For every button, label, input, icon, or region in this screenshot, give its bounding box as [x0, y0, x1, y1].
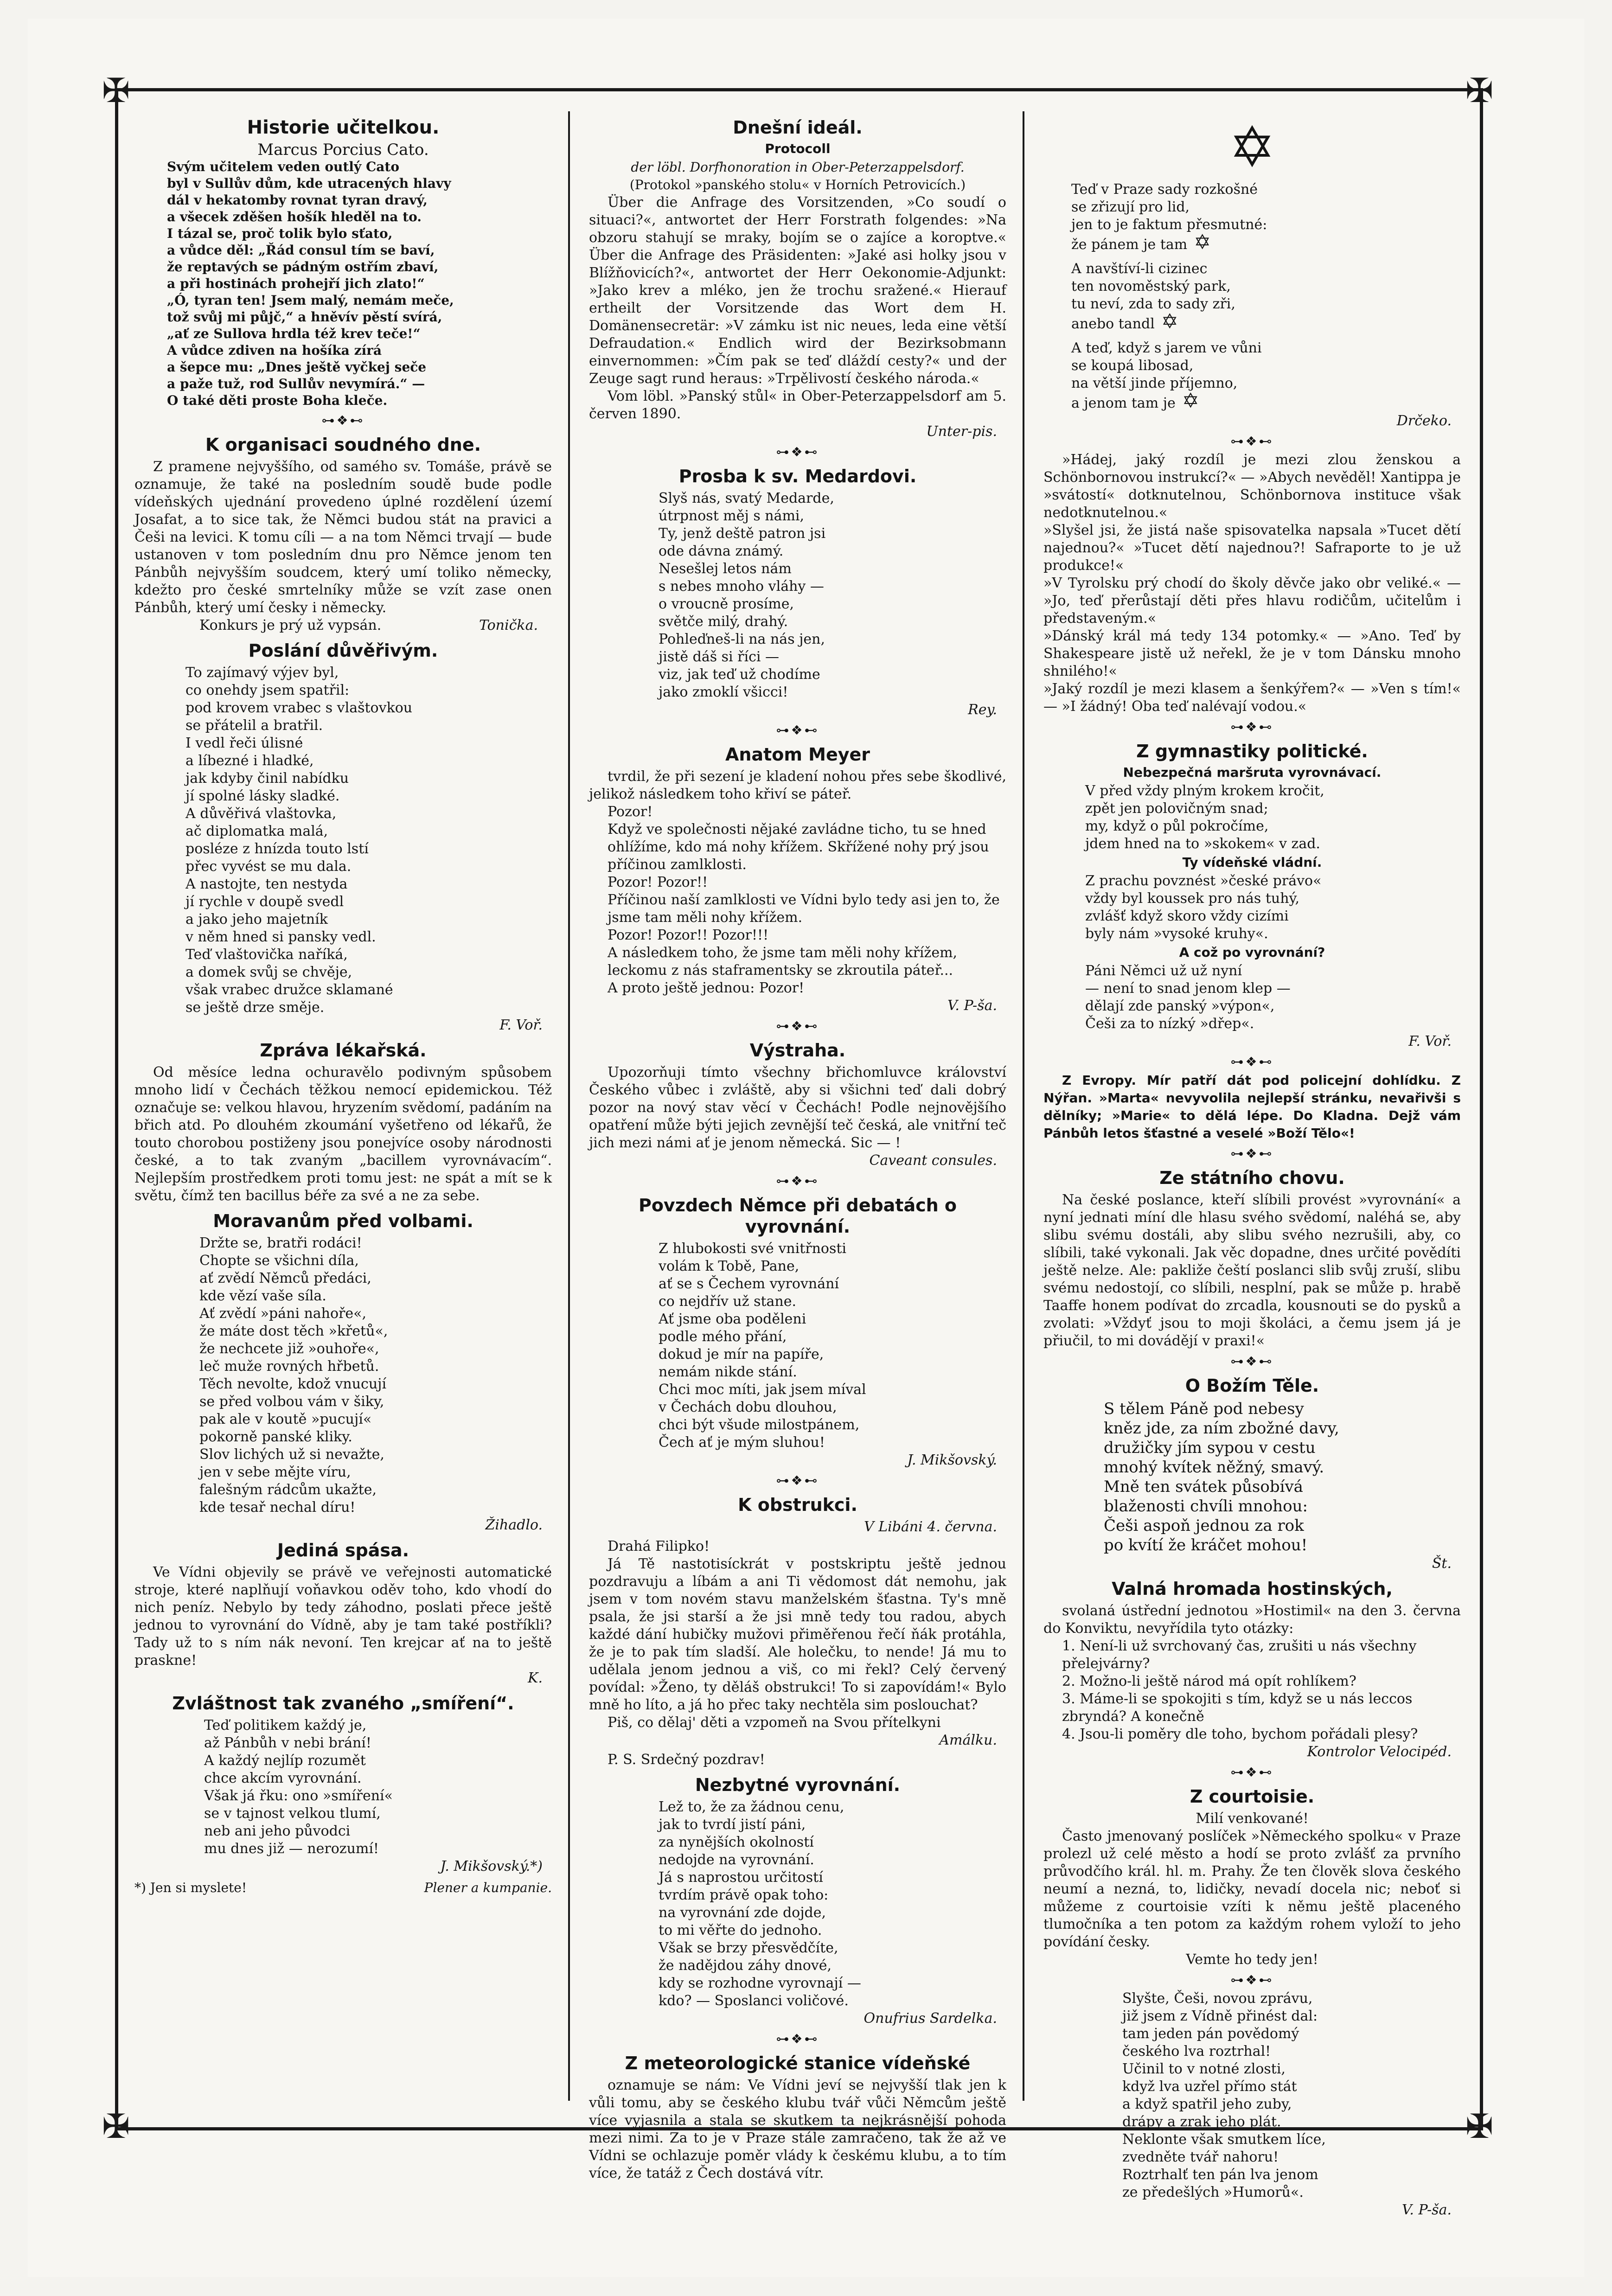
article-text: Od měsíce ledna ochuravělo podivným spůsobem mnoho lidí v Čechách těžkou nemocí epidemickou. Též označuje se: velkou hlavou, hryzením svědomí, padáním na břich atd. Po dlouhém zkoumání vyšetřeno od lékařů, že touto chorobou postiženy jsou ponejvíce osoby národnosti české, a to tak zvaným „bacillem vyrovnávacím“. Nejlepším prostředkem proti tomu jest: ne spát a mít se k světu, čímž ten bacillus béře za své a ne za sebe.	[134, 1064, 552, 1204]
article-text: Ve Vídni objevily se právě ve veřejnosti automatické stroje, které naplňují voňavkou oděv toho, kdo vhodí do nich peníz. Nebylo by tedy záhodno, poslati přece ještě jednou to vyrovnání do Vídně, aby je tam také postříkli? Tady už to s ním nák nevoní. Ten krejcar ať na to ještě praskne!	[134, 1564, 552, 1669]
signature: Tonička.	[479, 617, 538, 633]
section-divider: ⊶❖⊷	[776, 2031, 819, 2047]
poem: To zajímavý výjev byl, co onehdy jsem spatřil: pod krovem vrabec s vlaštovkou se přátelil a bratřil. I vedl řeči úlisné a líbezné i hladké, jak kdyby činil nabídku jí spolné lásky sladké. A důvěřivá vlaštovka, ač diplomatka malá, posléze z hnízda touto lstí přec vyvést se mu dala. A nastojte, ten nestyda jí rychle v doupě svedl a jako jeho majetník v něm hned si pansky vedl. Teď vlaštovička naříká, a domek svůj se chvěje, však vrabec družce sklamané se ještě drze směje.	[186, 665, 413, 1016]
article-place: V Libáni 4. června.	[864, 1519, 997, 1535]
poem: Slyš nás, svatý Medarde, útrpnost měj s námi, Ty, jenž deště patron jsi ode dávna známý. Nesešlej letos nám s nebes mnoho vláhy — o vroucně prosíme, světče milý, drahý. Pohleďneš-li na nás jen, jistě dáš si říci — viz, jak teď už chodíme jako zmoklí všicci!	[659, 490, 834, 700]
section-divider: ⊶❖⊷	[776, 1173, 819, 1189]
signature: K.	[528, 1670, 543, 1686]
article-subtitle: Nebezpečná maršruta vyrovnávací.	[1123, 765, 1382, 780]
corner-ornament: ✠	[1465, 71, 1494, 110]
article-title: Prosba k sv. Medardovi.	[678, 466, 917, 486]
article-text: Z pramene nejvyššího, od samého sv. Tomáše, právě se oznamuje, že také na posledním soudě bude podle vídeňských ujednání provedeno úplné rozdělení území Josafat, a to sice tak, že Němci budou stát na pravici a Češi na levici. K tomu cíli — a na tom Němci trvají — bude ustanoven v tom posledním dnu pro Němce jenom ten Pánbůh nejvyšším soudcem, který umí toliko německy, kdežto pro české smrtelníky může se vzít zase onen Pánbůh, který umí česky i německy.	[134, 459, 552, 616]
section-divider: ⊶❖⊷	[1230, 1354, 1274, 1369]
article-text: Konkurs je prý už vypsán.	[199, 617, 382, 633]
footnote-text: *) Jen si myslete!	[134, 1880, 247, 1895]
poem-stanza: Teď v Praze sady rozkošné se zřizují pro lid, jen to je faktum přesmutné: že pánem je tam	[1071, 181, 1267, 253]
article-text: Často jmenovaný poslíček »Německého spolku« v Praze prolezl už celé město a hodí se proto zvlášť za prvního průvodčího král. hl. m. Prahy. Že ten člověk slova českého neumí a nezná, to, lidičky, nevadí docela nic; neboť si můžeme z courtoisie vzíti k němu ještě placeného tlumočníka a ten potom za každým rohem vyloží to jeho povídání česky.	[1043, 1828, 1461, 1950]
poem: Slyšte, Češi, novou zprávu, již jsem z Vídně přinést dal: tam jeden pán povědomý českého lva roztrhal! Učinil to v notné zlosti, když lva uzřel přímo stát a když spatřil jeho zuby, drápy a zrak jeho plát. Neklonte však smutkem líce, zvedněte tvář nahoru! Roztrhalť ten pán lva jenom ze předešlých »Humorů«.	[1122, 1990, 1326, 2200]
article-subtitle: der löbl. Dorfhonoration in Ober-Peterzappelsdorf.	[631, 160, 965, 175]
article-title: Anatom Meyer	[725, 744, 870, 765]
article-title: Valná hromada hostinských,	[1112, 1579, 1393, 1599]
corner-ornament: ✠	[1465, 2107, 1494, 2146]
signature: V. P-ša.	[1402, 2202, 1452, 2218]
column-rule	[568, 111, 570, 2101]
article-title: K obstrukci.	[738, 1495, 857, 1515]
column-1	[134, 111, 552, 2115]
article-list: 1. Není-li už svrchovaný čas, zrušiti u nás všechny přelejvárny? 2. Možno-li ještě národ má opít rohlíkem? 3. Máme-li se spokojiti s tím, když se u nás leccos zbryndá? A konečně 4. Jsou-li poměry dle toho, bychom pořádali plesy?	[1062, 1638, 1418, 1742]
article-subtitle: Marcus Porcius Cato.	[257, 141, 429, 159]
section-divider: ⊶❖⊷	[1230, 434, 1274, 449]
poem: S tělem Páně pod nebesy kněz jde, za ním zbožné davy, družičky jím sypou v cestu mnohý kvítek něžný, smavý. Mně ten svátek působívá blaženosti chvíli mnohou: Češi aspoň jednou za rok po kvítí že kráčet mohou!	[1104, 1400, 1339, 1554]
signature: Drčeko.	[1396, 413, 1452, 429]
star-of-david-icon: ✡	[1161, 310, 1178, 333]
poem-stanza: A navštíví-li cizinec ten novoměstský park, tu neví, zda to sady zři, anebo tandl	[1071, 261, 1235, 332]
article-text: Pozor! Když ve společnosti nějaké zavládne ticho, tu se hned ohlížíme, kdo má nohy křížem. Skřížené nohy prý jsou příčinou zamlklosti. Pozor! Pozor!! Příčinou naší zamlklosti ve Vídni bylo tedy asi jen to, že jsme tam měli nohy křížem. Pozor! Pozor!! Pozor!!! A následkem toho, že jsme tam měli nohy křížem, leckomu z nás staframentsky se zkroutila páteř... A proto ještě jednou: Pozor!	[608, 804, 1000, 996]
article-text: Na české poslance, kteří slíbili provést »vyrovnání« a nyní jednati míní dle hlasu svého svědomí, naléhá se, aby slibu svému dostáli, aby slibu svého nezrušili, aby, co slíbili, také vykonali. Jak věc dopadne, dnes určité povědíti ještě nelze. Ale: pakliže čeští poslanci slib svůj zruší, slibu svému nedostojí, co slíbili, nesplní, pak se může p. hrabě Taaffe honem podívat do zrcadla, kousnouti se do pysků a zvolati: »Vždyť jsou to moji školáci, a čemu jsem já je přiučil, to mi dovádějí v praxi!«	[1043, 1192, 1461, 1349]
section-divider: ⊶❖⊷	[1230, 1054, 1274, 1069]
footnote-signature: Plener a kumpanie.	[424, 1880, 552, 1895]
section-divider: ⊶❖⊷	[776, 444, 819, 460]
signature: Kontrolor Velocipéd.	[1307, 1744, 1452, 1760]
article-title: Povzdech Němce při debatách o vyrovnání.	[638, 1195, 957, 1237]
article-title: Historie učitelkou.	[247, 117, 440, 138]
article-title: Moravanům před volbami.	[213, 1211, 473, 1231]
article-title: Poslání důvěřivým.	[248, 640, 438, 661]
poem	[1071, 181, 1461, 254]
article-title: K organisaci soudného dne.	[205, 435, 481, 455]
article-text: Piš, co dělaj' děti a vzpomeň na Svou přítelkyni	[608, 1714, 941, 1731]
section-divider: ⊶❖⊷	[776, 1473, 819, 1488]
poem: Teď politikem každý je, až Pánbůh v nebi brání! A každý nejlíp rozumět chce akcím vyrovnání. Však já řku: ono »smíření« se v tajnost velkou tlumí, neb ani jeho původci mu dnes již — nerozumí!	[204, 1717, 393, 1857]
poem: Držte se, bratři rodáci! Chopte se všichni díla, ať zvědí Němců předáci, kde vězí vaše síla. Ať zvědí »páni nahoře«, že máte dost těch »křetů«, že nechcete již »ouhoře«, leč muže rovných hřbetů. Těch nevolte, kdož vnucují se před volbou vám v šiky, pak ale v koutě »pucují« pokorně panské kliky. Slov lichých už si nevažte, jen v sebe mějte víru, falešným rádcům ukažte, kde tesař nechal díru!	[199, 1235, 388, 1516]
article-subtitle: Ty vídeňské vládní.	[1182, 855, 1322, 870]
article-text: Upozorňuji tímto všechny břichomluvce království Českého vůbec i zvláště, aby si všichni teď dali dobrý pozor na nový stav věcí v Čechách! Podle nejnovějšího opatření může býti jejich zevnější teč česká, ale vnitřní teč jich mezi námi ať je jenom německá. Sic — !	[589, 1064, 1006, 1151]
corner-ornament: ✠	[102, 2107, 130, 2146]
signature: Amálku.	[939, 1732, 997, 1748]
article-text: Milí venkované!	[1196, 1810, 1309, 1827]
signature: Onufrius Sardelka.	[864, 2010, 997, 2027]
poem: Z hlubokosti své vnitřnosti volám k Tobě, Pane, ať se s Čechem vyrovnání co nejdřív už stane. Ať jsme oba poděleni podle mého přání, dokud je mír na papíře, nemám nikde stání. Chci moc míti, jak jsem míval v Čechách dobu dlouhou, chci být všude milostpánem, Čech ať je mým sluhou!	[659, 1241, 866, 1451]
signature: F. Voř.	[1408, 1033, 1452, 1049]
poem	[1071, 260, 1461, 333]
column-2	[589, 111, 1006, 2181]
poem: Páni Němci už už nyní — není to snad jenom klep — dělají zde panský »výpon«, Češi za to nízký »dřep«.	[1085, 963, 1291, 1032]
article-title: Z meteorologické stanice vídeňské	[625, 2053, 971, 2073]
article-subtitle: (Protokol »panského stolu« v Horních Petrovicích.)	[629, 177, 966, 192]
poem	[1071, 339, 1461, 412]
article-subtitle: Protocoll	[765, 141, 831, 156]
article-title: Jediná spása.	[277, 1540, 409, 1561]
section-divider: ⊶❖⊷	[321, 413, 365, 428]
signature: Žihadlo.	[485, 1517, 543, 1533]
section-divider: ⊶❖⊷	[1230, 1765, 1274, 1780]
column-3	[1043, 111, 1461, 2218]
article-text: Z Evropy. Mír patří dát pod policejní dohlídku. Z Nýřan. »Marta« nevyvolila nejlepší stránku, nevařivši s dělníky; »Marie« to dělá lépe. Do Kladna. Dejž vám Pánbůh letos šťastné a veselé »Boží Tělo«!	[1043, 1073, 1461, 1141]
article-text: oznamuje se nám: Ve Vídni jeví se nejvyšší tlak jen k vůli tomu, aby se českého klubu tvář vůči Němcům ještě více vyjasnila a stala se skutkem ta nejkrásnější pohoda mezi nimi. Za to je v Praze stále zamračeno, tak že až ve Vídni se ochlazuje poměr vlády k českému klubu, a to tím více, že tatáž z Čech dostává vítr.	[589, 2077, 1006, 2181]
poem-stanza: A teď, když s jarem ve vůni se koupá libosad, na větší jinde příjemno, a jenom tam je	[1071, 340, 1262, 411]
signature: F. Voř.	[499, 1017, 543, 1033]
article-text: Já Tě nastotisíckrát v postskriptu ještě jednou pozdravuju a líbám a ani Ti vědomost dát nemohu, jak jsem v tom novém stavu manželském šťastna. Ty's mně psala, že jsi starší a že jsi mně tedy tou radou, abych každé dání hubičky mužovi přiměřenou řečí ňák protáhla, že je to pak tím sladší. Ale holečku, to nende! Já mu to udělala jenom jednou a viš, co mi řekl? Celý červený povídal: »Ženo, ty děláš obstrukci! To si zapovídám!« Bylo mně ho líto, a já ho přec taky nechtěla sim poslouchat?	[589, 1556, 1006, 1713]
article-text: Vom löbl. »Panský stůl« in Ober-Peterzappelsdorf am 5. červen 1890.	[589, 388, 1006, 422]
article-text: svolaná ústřední jednotou »Hostimil« na den 3. června do Konviktu, nevyřídila tyto otázky:	[1043, 1603, 1461, 1637]
signature: V. P-ša.	[947, 998, 997, 1014]
article-subtitle: A což po vyrovnání?	[1179, 945, 1325, 960]
signature: J. Mikšovský.	[907, 1452, 997, 1468]
poem: Z prachu povznést »české právo« vždy byl koussek pro nás tuhý, zvlášť když skoro vždy cizími byly nám »vysoké kruhy«.	[1085, 873, 1322, 942]
column-rule	[1023, 111, 1024, 2101]
article-title: O Božím Těle.	[1185, 1375, 1319, 1396]
article-title: Ze státního chovu.	[1159, 1168, 1345, 1188]
corner-ornament: ✠	[102, 71, 130, 110]
star-of-david-icon: ✡	[1194, 230, 1211, 254]
section-divider: ⊶❖⊷	[776, 1018, 819, 1034]
article-title: Zpráva lékařská.	[260, 1040, 427, 1061]
signature: J. Mikšovský.*)	[440, 1858, 543, 1874]
section-divider: ⊶❖⊷	[1230, 1146, 1274, 1161]
poem: Svým učitelem veden outlý Cato byl v Sullův dům, kde utracených hlavy dál v hekatomby rovnat tyran dravý, a všecek zděšen hošík hleděl na to. I tázal se, proč tolik bylo sťato, a vůdce děl: „Řád consul tím se baví, že reptavých se pádným ostřím zbaví, a při hostinách prohejří jich zlato!“ „Ó, tyran ten! Jsem malý, nemám meče, tož svůj mi půjč,“ a hněvív pěstí svírá, „ať ze Sullova hrdla též krev teče!“ A vůdce zdiven na hošíka zírá a šepce mu: „Dnes ještě vyčkej seče a paže tuž, rod Sullův nevymírá.“ — O také děti proste Boha kleče.	[167, 159, 454, 408]
signature: Št.	[1432, 1555, 1452, 1572]
section-divider: ⊶❖⊷	[776, 723, 819, 738]
signature: Rey.	[968, 702, 997, 718]
article-title: Výstraha.	[749, 1040, 846, 1061]
article-text: P. S. Srdečný pozdrav!	[608, 1752, 765, 1768]
poem: V před vždy plným krokem kročit, zpět jen polovičným snad; my, když o půl pokročíme, jdem hned na to »skokem« v zad.	[1085, 783, 1324, 852]
article-footer	[134, 617, 552, 634]
star-of-david-icon: ✡	[1228, 115, 1276, 180]
article-text: »Hádej, jaký rozdíl je mezi zlou ženskou a Schönbornovou instrukcí?« — »Abych nevěděl! Xantippa je »svátostí« dotknutelnou, Schönbornova instituce však nedotknutelnou.« »Slyšel jsi, že jistá naše spisovatelka napsala »Tucet dětí najednou?« »Tucet dětí najednou?! Safraporte to je už produkce!« »V Tyrolsku prý chodí do školy děvče jako obr veliké.« — »Jo, teď přerůstají děti přes hlavu rodičům, učitelům i představeným.« »Dánský král má tedy 134 potomky.« — »Ano. Teď by Shakespeare jistě už neřekl, že je v tom Dánsku mnoho shnilého!« »Jaký rozdíl je mezi klasem a šenkýřem?« — »Ven s tím!« — »I žádný! Oba teď nalévají vodou.«	[1043, 452, 1461, 715]
article-title: Dnešní ideál.	[733, 117, 863, 138]
article-text: Drahá Filipko!	[608, 1538, 710, 1554]
article-title: Z gymnastiky politické.	[1136, 741, 1368, 761]
footnote	[134, 1879, 552, 1897]
signature: Unter-pis.	[926, 423, 997, 440]
article-title: Zvláštnost tak zvaného „smíření“.	[172, 1693, 514, 1714]
section-divider: ⊶❖⊷	[1230, 719, 1274, 735]
signature: Caveant consules.	[869, 1152, 997, 1169]
article-text: tvrdil, že při sezení je kladení nohou přes sebe škodlivé, jelikož následkem toho křiví se páteř.	[589, 768, 1006, 802]
article-text: Über die Anfrage des Vorsitzenden, »Co soudí o situaci?«, antwortet der Herr Forstrath folgendes: »Na obzoru stahují se mraky, bojím se o zajíce a koroptve.« Über die Anfrage des Präsidenten: »Jaké asi holky jsou v Blížňovicích?«, antwortet der Herr Oekonomie-Adjunkt: »Jako krev a mléko, jen že trochu sražené.« Hierauf ertheilt der Vorsitzende das Wort dem H. Domänensecretär: »V zámku ist nic neues, leda eine větší Defraudation.« Endlich wird der Bezirksobmann einvernommen: »Čím pak se teď dláždí cesty?« und der Zeuge sagt rund heraus: »Trpělivostí českého národa.«	[589, 194, 1006, 387]
article-title: Z courtoisie.	[1190, 1786, 1315, 1807]
section-divider: ⊶❖⊷	[1230, 1972, 1274, 1988]
star-of-david-icon: ✡	[1182, 389, 1199, 413]
article-text: Vemte ho tedy jen!	[1186, 1951, 1318, 1968]
article-title: Nezbytné vyrovnání.	[695, 1775, 901, 1795]
poem: Lež to, že za žádnou cenu, jak to tvrdí jistí páni, za nynějších okolností nedojde na vyrovnání. Já s naprostou určitostí tvrdím právě opak toho: na vyrovnání zde dojde, to mi věřte do jednoho. Však se brzy přesvědčíte, že nadějdou záhy dnové, kdy se rozhodne vyrovnají — kdo? — Sposlanci voličové.	[659, 1799, 861, 2009]
